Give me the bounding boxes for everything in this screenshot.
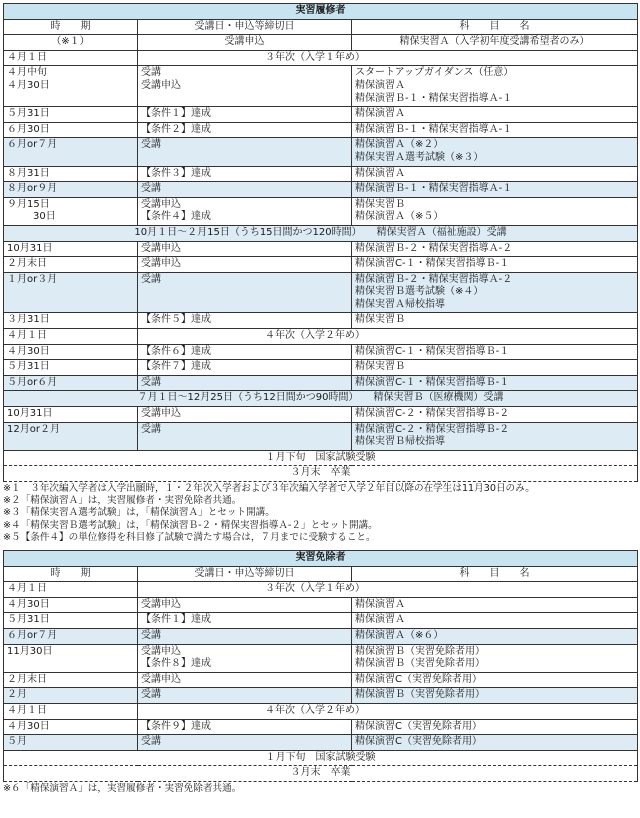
- year-date: ４月１日: [4, 703, 138, 719]
- deadline-cell: [138, 257, 352, 273]
- cell-line: 【条件３】達成: [141, 167, 211, 179]
- cell-line: 受講: [141, 689, 161, 701]
- period-cell: [4, 735, 138, 751]
- schedule-row: [4, 735, 638, 751]
- subject-cell: [352, 597, 638, 613]
- cell-line: 精保演習Ｂ-１・精保実習指導Ａ-１: [355, 92, 513, 104]
- milestone-row: [4, 766, 638, 782]
- deadline-cell: [138, 719, 352, 735]
- deadline-cell: [138, 197, 352, 225]
- deadline-cell: [138, 672, 352, 688]
- cell-line: 受講申込: [141, 242, 181, 254]
- cell-line: 受講: [141, 273, 161, 285]
- cell-line: 精保演習Ａ: [355, 108, 405, 120]
- cell-line: 【条件５】達成: [141, 314, 211, 326]
- schedule-row: [4, 166, 638, 182]
- deadline-cell: [138, 422, 352, 450]
- footnote: ※５【条件４】の単位修得を科目修了試験で満たす場合は，７月までに受験すること。: [3, 531, 376, 543]
- period-cell: [4, 597, 138, 613]
- schedule-rows: [4, 50, 638, 481]
- cell-line: ４月30日: [7, 598, 50, 610]
- milestone-label: ３月末 卒業: [4, 466, 638, 482]
- subject-cell: [352, 360, 638, 376]
- milestone-row: [4, 450, 638, 466]
- cell-line: 【条件９】達成: [141, 720, 211, 732]
- subject-cell: [352, 313, 638, 329]
- cell-line: 受講: [141, 423, 161, 435]
- period-cell: [4, 197, 138, 225]
- subject-cell: [352, 628, 638, 644]
- deadline-cell: [138, 344, 352, 360]
- cell-line: 精保演習Ａ（※６）: [355, 629, 444, 641]
- deadline-cell: [138, 107, 352, 123]
- deadline-cell: [138, 66, 352, 107]
- cell-line: 精保実習Ａ帰校指導: [355, 298, 445, 310]
- deadline-cell: [138, 360, 352, 376]
- schedule-row: [4, 407, 638, 423]
- year-row: [4, 582, 638, 598]
- schedule-row: [4, 257, 638, 273]
- cell-line: ２月末日: [7, 258, 47, 270]
- cell-line: スタートアップガイダンス（任意）: [355, 67, 514, 79]
- deadline-cell: [138, 407, 352, 423]
- practicum-takers-table: [3, 3, 638, 482]
- cell-line: 【条件１】達成: [141, 108, 211, 120]
- period-banner-row: [4, 391, 638, 407]
- deadline-cell: [138, 313, 352, 329]
- schedule-row: [4, 597, 638, 613]
- period-cell: [4, 107, 138, 123]
- cell-line: 精保演習Ｂ-２・精保実習指導Ａ-２: [355, 242, 513, 254]
- period-cell: [4, 613, 138, 629]
- subject-cell: [352, 241, 638, 257]
- cell-line: ８月or９月: [7, 183, 58, 195]
- footnote: ※３「精保実習Ａ選考試験」は，「精保演習Ａ」とセット開講。: [3, 507, 275, 519]
- cell-line: 精保演習Ａ（※２）: [355, 139, 444, 151]
- cell-line: 【条件１】達成: [141, 614, 211, 626]
- footnotes: [3, 783, 637, 795]
- footnotes: [3, 483, 637, 544]
- year-label: ４年次（入学２年め）: [138, 329, 638, 345]
- cell-line: ６月or７月: [7, 139, 58, 151]
- cell-line: 精保実習Ａ選考試験（※３）: [355, 151, 484, 163]
- cell-line: 受講申込: [141, 645, 181, 657]
- deadline-cell: [138, 182, 352, 198]
- subject-cell: [352, 719, 638, 735]
- cell-line: ４月30日: [7, 79, 50, 91]
- cell-line: 受講: [141, 183, 161, 195]
- schedule-row: [4, 122, 638, 138]
- subject-cell: [352, 375, 638, 391]
- year-row: [4, 329, 638, 345]
- header-subject: 科 目 名: [352, 566, 638, 582]
- period-cell: [4, 422, 138, 450]
- page-root: [3, 0, 637, 795]
- cell-line: 受講: [141, 139, 161, 151]
- period-banner: 10月１日～２月15日（うち15日間かつ120時間） 精保実習Ａ（福祉施設）受講: [4, 225, 638, 241]
- cell-line: 10月31日: [7, 242, 53, 254]
- deadline-cell: [138, 613, 352, 629]
- cell-line: ８月31日: [7, 167, 50, 179]
- cell-line: ４月30日: [7, 720, 50, 732]
- subject-cell: [352, 407, 638, 423]
- cell-line: 受講申込: [141, 598, 181, 610]
- cell-line: 【条件６】達成: [141, 345, 211, 357]
- cell-line: 精保演習Ｂ-１・精保実習指導Ａ-１: [355, 123, 513, 135]
- cell-line: 12月or２月: [7, 423, 60, 435]
- cell-line: ５月31日: [7, 361, 50, 373]
- period-cell: [4, 719, 138, 735]
- period-cell: [4, 628, 138, 644]
- schedule-row: [4, 313, 638, 329]
- header-period: 時 期: [4, 19, 138, 35]
- schedule-row: [4, 375, 638, 391]
- subject-cell: [352, 166, 638, 182]
- cell-line: 精保演習Ａ: [355, 167, 405, 179]
- header-period: 時 期: [4, 566, 138, 582]
- cell-line: ２月: [7, 689, 27, 701]
- subject-cell: [352, 672, 638, 688]
- cell-line: 精保演習C-２・精保実習指導Ｂ-２: [355, 423, 510, 435]
- cell-line: ４月30日: [7, 345, 50, 357]
- period-cell: [4, 272, 138, 313]
- cell-line: 精保演習Ｂ（実習免除者用）: [355, 689, 485, 701]
- period-cell: [4, 375, 138, 391]
- cell-line: 受講: [141, 376, 161, 388]
- period-cell: [4, 688, 138, 704]
- subject-cell: [352, 182, 638, 198]
- cell-line: 精保演習C（実習免除者用）: [355, 673, 482, 685]
- year-date: ４月１日: [4, 582, 138, 598]
- footnote: ※２「精保演習Ａ」は，実習履修者・実習免除者共通。: [3, 495, 242, 507]
- cell-line: ４月中旬: [7, 67, 47, 79]
- schedule-row: [4, 422, 638, 450]
- footnote: ※４「精保実習Ｂ選考試験」は，「精保演習Ｂ-２・精保実習指導Ａ-２」とセット開講。: [3, 519, 378, 531]
- period-cell: [4, 257, 138, 273]
- cell-line: ６月or７月: [7, 629, 58, 641]
- cell-line: 精保実習Ｂ選考試験（※４）: [355, 286, 484, 298]
- cell-line: ６月30日: [7, 123, 50, 135]
- cell-line: 10月31日: [7, 408, 53, 420]
- cell-line: 精保実習Ｂ: [355, 314, 405, 326]
- deadline-cell: [138, 166, 352, 182]
- cell-line: 精保演習Ｂ-１・精保実習指導Ａ-１: [355, 183, 513, 195]
- cell-line: 受講申込: [141, 258, 181, 270]
- cell-line: 精保演習Ｂ（実習免除者用）: [355, 658, 485, 670]
- header-deadline: 受講日・申込等締切日: [138, 19, 352, 35]
- milestone-label: ３月末 卒業: [4, 766, 638, 782]
- year-date: ４月１日: [4, 329, 138, 345]
- schedule-row: [4, 613, 638, 629]
- cell-line: 精保演習C-２・精保実習指導Ｂ-２: [355, 408, 510, 420]
- schedule-row: [4, 138, 638, 166]
- cell-line: 受講申込: [141, 79, 181, 91]
- subject-cell: [352, 422, 638, 450]
- cell-line: ５月31日: [7, 108, 50, 120]
- year-row: [4, 50, 638, 66]
- cell-line: 11月30日: [7, 645, 53, 657]
- cell-line: 【条件８】達成: [141, 658, 211, 670]
- schedule-row: [4, 182, 638, 198]
- footnote: ※１ ３年次編入学者は入学出願時，１・２年次入学者および３年次編入学者で入学２年目以降の在学生は11月30日のみ。: [3, 483, 535, 494]
- deadline-cell: [138, 122, 352, 138]
- schedule-row: [4, 107, 638, 123]
- schedule-row: [4, 644, 638, 672]
- cell-line: １月or３月: [7, 273, 58, 285]
- cell-line: ３月31日: [7, 314, 50, 326]
- cell-line: 精保実習Ｂ: [355, 361, 405, 373]
- header-subject: 科 目 名: [352, 19, 638, 35]
- cell-line: ５月: [7, 736, 27, 748]
- deadline-cell: [138, 735, 352, 751]
- cell-line: 精保演習Ａ: [355, 79, 405, 91]
- cell-line: 受講: [141, 629, 161, 641]
- cell-line: 精保演習C-１・精保実習指導Ｂ-１: [355, 258, 510, 270]
- deadline-cell: [138, 138, 352, 166]
- year-date: ４月１日: [4, 50, 138, 66]
- deadline-cell: [138, 375, 352, 391]
- section-title: 実習免除者: [4, 551, 638, 567]
- header-deadline: 受講日・申込等締切日: [138, 566, 352, 582]
- schedule-row: [4, 66, 638, 107]
- schedule-rows: [4, 582, 638, 782]
- period-cell: [4, 344, 138, 360]
- schedule-row: [4, 241, 638, 257]
- period-cell: [4, 313, 138, 329]
- cell-line: 精保演習Ａ（※５）: [355, 211, 444, 223]
- schedule-row: [4, 197, 638, 225]
- period-cell: [4, 166, 138, 182]
- cell-line: 精保演習Ｂ（実習免除者用）: [355, 645, 485, 657]
- year-label: ４年次（入学２年め）: [138, 703, 638, 719]
- subject-cell: [352, 644, 638, 672]
- year-label: ３年次（入学１年め）: [138, 50, 638, 66]
- cell-line: 受講: [141, 736, 161, 748]
- schedule-row: [4, 688, 638, 704]
- subject-cell: [352, 138, 638, 166]
- milestone-row: [4, 750, 638, 766]
- subject-cell: [352, 122, 638, 138]
- period-cell: [4, 138, 138, 166]
- subject-cell: [352, 344, 638, 360]
- subject-cell: [352, 197, 638, 225]
- cell-line: 精保実習Ｂ: [355, 198, 405, 210]
- period-cell: [4, 241, 138, 257]
- deadline-cell: [138, 272, 352, 313]
- footnote: ※６「精保演習Ａ」は，実習履修者・実習免除者共通。: [3, 782, 242, 794]
- cell-line: 受講: [141, 67, 161, 79]
- cell-line: 【条件７】達成: [141, 361, 211, 373]
- cell-line: 30日: [33, 211, 56, 223]
- subject-cell: [352, 613, 638, 629]
- cell-line: ５月31日: [7, 614, 50, 626]
- period-cell: [4, 122, 138, 138]
- schedule-row: [4, 272, 638, 313]
- schedule-row: [4, 628, 638, 644]
- subject-cell: [352, 688, 638, 704]
- period-cell: [4, 360, 138, 376]
- subject-cell: [352, 735, 638, 751]
- period-cell: [4, 407, 138, 423]
- period-banner: ７月１日～12月25日（うち12日間かつ90時間） 精保実習Ｂ（医療機関）受講: [4, 391, 638, 407]
- period-cell: [4, 644, 138, 672]
- subject-cell: [352, 257, 638, 273]
- cell-line: 受講申込: [141, 198, 181, 210]
- cell-line: ９月15日: [7, 198, 50, 210]
- practicum-exempt-table: [3, 550, 638, 782]
- schedule-row: [4, 360, 638, 376]
- deadline-cell: [138, 597, 352, 613]
- section-title: 実習履修者: [4, 4, 638, 20]
- cell-line: ２月末日: [7, 673, 47, 685]
- cell-line: 精保演習C（実習免除者用）: [355, 720, 482, 732]
- cell-line: 精保演習Ａ: [355, 614, 405, 626]
- year-label: ３年次（入学１年め）: [138, 582, 638, 598]
- cell-line: 【条件４】達成: [141, 211, 211, 223]
- milestone-label: １月下旬 国家試験受験: [4, 750, 638, 766]
- cell-line: 受講申込: [141, 673, 181, 685]
- milestone-row: [4, 466, 638, 482]
- deadline-cell: [138, 241, 352, 257]
- subheader-application: 受講申込: [138, 35, 352, 51]
- cell-line: 受講申込: [141, 408, 181, 420]
- cell-line: 精保演習C-１・精保実習指導Ｂ-１: [355, 376, 510, 388]
- cell-line: 精保演習C-１・精保実習指導Ｂ-１: [355, 345, 510, 357]
- milestone-label: １月下旬 国家試験受験: [4, 450, 638, 466]
- year-row: [4, 703, 638, 719]
- period-cell: [4, 66, 138, 107]
- cell-line: 【条件２】達成: [141, 123, 211, 135]
- period-cell: [4, 182, 138, 198]
- deadline-cell: [138, 628, 352, 644]
- cell-line: 精保演習Ａ: [355, 598, 405, 610]
- cell-line: 精保演習Ｂ-２・精保実習指導Ａ-２: [355, 273, 513, 285]
- cell-line: 精保実習Ｂ帰校指導: [355, 436, 445, 448]
- deadline-cell: [138, 688, 352, 704]
- subheader-note-ref: （※１）: [4, 35, 138, 51]
- cell-line: ５月or６月: [7, 376, 58, 388]
- cell-line: 精保演習C（実習免除者用）: [355, 736, 482, 748]
- deadline-cell: [138, 644, 352, 672]
- subheader-subject: 精保実習Ａ（入学初年度受講希望者のみ）: [352, 35, 638, 51]
- schedule-row: [4, 344, 638, 360]
- subject-cell: [352, 66, 638, 107]
- subject-cell: [352, 272, 638, 313]
- period-banner-row: [4, 225, 638, 241]
- subject-cell: [352, 107, 638, 123]
- schedule-row: [4, 719, 638, 735]
- schedule-row: [4, 672, 638, 688]
- period-cell: [4, 672, 138, 688]
